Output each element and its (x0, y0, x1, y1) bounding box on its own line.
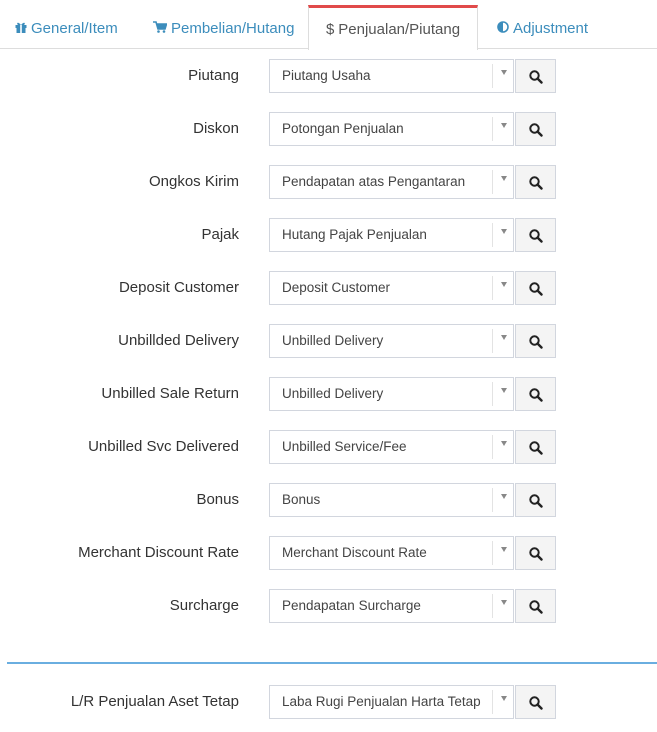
gift-icon (15, 21, 27, 36)
search-icon (529, 176, 543, 190)
search-icon (529, 282, 543, 296)
search-button[interactable] (515, 59, 556, 93)
account-select[interactable] (269, 685, 514, 719)
dropdown-arrow-icon (501, 547, 507, 552)
select-value: Potongan Penjualan (282, 121, 404, 136)
field-label: Piutang (188, 67, 239, 84)
account-select[interactable] (269, 536, 514, 570)
search-icon (529, 547, 543, 561)
account-select[interactable] (269, 271, 514, 305)
field-row-merchant-discount-rate (0, 536, 657, 570)
section-divider (7, 662, 657, 664)
field-label: Pajak (201, 226, 239, 243)
field-row-deposit-customer (0, 271, 657, 305)
dropdown-arrow-icon (501, 441, 507, 446)
tab-bar (0, 0, 657, 49)
tab-general-item[interactable] (15, 7, 118, 49)
field-row-unbilled-svc-delivered (0, 430, 657, 464)
search-button[interactable] (515, 218, 556, 252)
select-value: Piutang Usaha (282, 68, 371, 83)
field-label: Bonus (196, 491, 239, 508)
field-row-ongkos-kirim (0, 165, 657, 199)
tab-adjustment[interactable] (497, 7, 588, 49)
field-label: Merchant Discount Rate (78, 544, 239, 561)
select-value: Unbilled Delivery (282, 333, 384, 348)
tab-label: Penjualan/Piutang (338, 20, 461, 38)
dropdown-arrow-icon (501, 123, 507, 128)
tab-label: General/Item (31, 19, 118, 37)
dropdown-arrow-icon (501, 696, 507, 701)
search-icon (529, 70, 543, 84)
search-button[interactable] (515, 685, 556, 719)
search-button[interactable] (515, 112, 556, 146)
cart-icon (153, 21, 167, 36)
field-label: Diskon (193, 120, 239, 137)
dropdown-arrow-icon (501, 70, 507, 75)
account-select[interactable] (269, 165, 514, 199)
dropdown-arrow-icon (501, 335, 507, 340)
search-icon (529, 335, 543, 349)
account-select[interactable] (269, 377, 514, 411)
dropdown-arrow-icon (501, 229, 507, 234)
field-row-pajak (0, 218, 657, 252)
search-icon (529, 388, 543, 402)
account-select[interactable] (269, 483, 514, 517)
search-button[interactable] (515, 589, 556, 623)
tab-pembelian-hutang[interactable] (153, 7, 294, 49)
field-row-unbilled-delivery (0, 324, 657, 358)
tab-label: Adjustment (513, 19, 589, 37)
select-value: Pendapatan Surcharge (282, 598, 421, 613)
account-select[interactable] (269, 324, 514, 358)
half-circle-icon (497, 21, 509, 36)
search-icon (529, 229, 543, 243)
search-button[interactable] (515, 377, 556, 411)
select-value: Unbilled Delivery (282, 386, 384, 401)
search-button[interactable] (515, 483, 556, 517)
field-row-surcharge (0, 589, 657, 623)
field-row-unbilled-sale-return (0, 377, 657, 411)
search-button[interactable] (515, 271, 556, 305)
field-label: Ongkos Kirim (148, 173, 239, 190)
search-icon (529, 600, 543, 614)
dropdown-arrow-icon (501, 600, 507, 605)
field-label: Deposit Customer (118, 279, 239, 296)
tab-penjualan-piutang[interactable] (308, 5, 478, 50)
select-value: Hutang Pajak Penjualan (282, 227, 427, 242)
account-select[interactable] (269, 589, 514, 623)
search-icon (529, 441, 543, 455)
tab-label: Pembelian/Hutang (171, 19, 295, 37)
dropdown-arrow-icon (501, 282, 507, 287)
search-icon (529, 696, 543, 710)
dollar-icon: $ (325, 20, 335, 38)
search-icon (529, 123, 543, 137)
dropdown-arrow-icon (501, 494, 507, 499)
account-select[interactable] (269, 112, 514, 146)
account-select[interactable] (269, 59, 514, 93)
field-row-bonus (0, 483, 657, 517)
field-label: Surcharge (169, 597, 239, 614)
field-row-diskon (0, 112, 657, 146)
select-value: Laba Rugi Penjualan Harta Tetap (282, 694, 481, 709)
select-value: Bonus (282, 492, 321, 507)
field-row-lr-penjualan-aset-tetap (0, 685, 657, 719)
field-row-piutang (0, 59, 657, 93)
select-value: Merchant Discount Rate (282, 545, 427, 560)
field-label: Unbilled Svc Delivered (88, 438, 239, 455)
dropdown-arrow-icon (501, 176, 507, 181)
dropdown-arrow-icon (501, 388, 507, 393)
select-value: Pendapatan atas Pengantaran (282, 174, 466, 189)
select-value: Unbilled Service/Fee (282, 439, 407, 454)
search-button[interactable] (515, 536, 556, 570)
field-label: Unbilled Sale Return (101, 385, 239, 402)
search-button[interactable] (515, 430, 556, 464)
search-icon (529, 494, 543, 508)
field-label: Unbillded Delivery (118, 332, 239, 349)
field-label: L/R Penjualan Aset Tetap (70, 693, 239, 710)
account-select[interactable] (269, 218, 514, 252)
account-select[interactable] (269, 430, 514, 464)
search-button[interactable] (515, 324, 556, 358)
search-button[interactable] (515, 165, 556, 199)
select-value: Deposit Customer (282, 280, 391, 295)
